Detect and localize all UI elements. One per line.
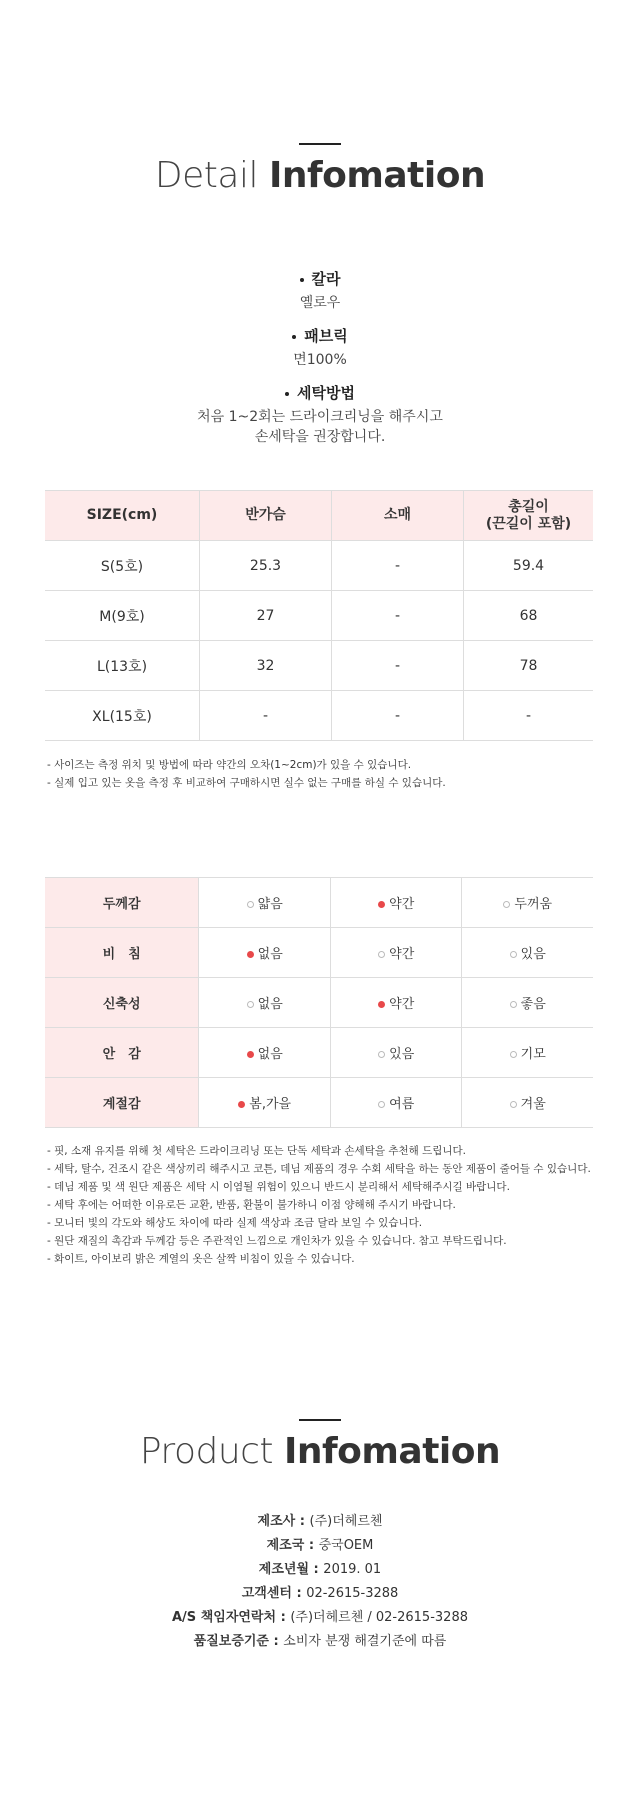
size-cell: XL(15호) <box>92 708 152 725</box>
product-title-bar <box>299 1419 341 1421</box>
selected-dot-icon <box>247 1051 254 1058</box>
size-cell: 59.4 <box>464 541 594 591</box>
table-row <box>45 691 593 741</box>
care-note: - 세탁, 탈수, 건조시 같은 색상끼리 해주시고 코튼, 데님 제품의 경우 수회 세탁을 하는 동안 제품이 줄어들 수 있습니다. <box>47 1163 591 1175</box>
feel-option <box>462 928 593 978</box>
product-title <box>0 1431 640 1472</box>
detail-title-light: Detail <box>154 155 258 196</box>
size-header-cell: 총길이 (끈길이 포함) <box>464 491 594 541</box>
size-notes <box>47 756 607 792</box>
feel-option <box>462 878 593 928</box>
feel-option-label: 없음 <box>257 997 283 1012</box>
product-info-row: 제조사 : (주)더헤르첸 <box>257 1514 383 1529</box>
size-cell: - <box>332 691 464 741</box>
bullet-icon <box>300 278 304 282</box>
feel-option-label: 겨울 <box>520 1097 546 1112</box>
size-header-cell: 소매 <box>332 491 464 541</box>
table-row <box>45 878 593 928</box>
info-wash-label: 세탁방법 <box>297 384 355 402</box>
info-fabric-value: 면100% <box>293 352 347 368</box>
care-note: - 세탁 후에는 어떠한 이유로든 교환, 반품, 환불이 불가하니 이점 양해해 주시기 바랍니다. <box>47 1199 456 1211</box>
feel-label: 신축성 <box>45 978 199 1028</box>
bullet-icon <box>292 335 296 339</box>
size-note: - 실제 입고 있는 옷을 측정 후 비교하여 구매하시면 실수 없는 구매를 하실 수 있습니다. <box>47 777 446 789</box>
size-header-cell: 반가슴 <box>200 491 332 541</box>
empty-circle-icon <box>510 1001 517 1008</box>
feel-option <box>462 978 593 1028</box>
size-cell: 78 <box>464 641 594 691</box>
feel-option <box>199 1028 331 1078</box>
product-info-row: 제조국 : 중국OEM <box>266 1538 374 1553</box>
feel-option <box>199 978 331 1028</box>
care-note: - 화이트, 아이보리 밝은 계열의 옷은 살짝 비침이 있을 수 있습니다. <box>47 1253 355 1265</box>
info-color <box>0 268 640 313</box>
empty-circle-icon <box>247 901 254 908</box>
detail-title <box>0 155 640 196</box>
empty-circle-icon <box>510 1051 517 1058</box>
care-note: - 원단 재질의 촉감과 두께감 등은 주관적인 느낌으로 개인차가 있을 수 있습니다. 참고 부탁드립니다. <box>47 1235 507 1247</box>
info-fabric <box>0 325 640 370</box>
product-info-row: A/S 책임자연락처 : (주)더헤르첸 / 02-2615-3288 <box>172 1610 468 1625</box>
selected-dot-icon <box>378 901 385 908</box>
feel-table <box>45 877 593 1128</box>
size-cell: 68 <box>464 591 594 641</box>
feel-option-label: 약간 <box>389 897 415 912</box>
feel-label: 두께감 <box>45 878 199 928</box>
size-cell: 27 <box>200 591 332 641</box>
feel-option-label: 없음 <box>257 947 283 962</box>
size-cell: M(9호) <box>99 608 145 625</box>
info-wash-value: 처음 1~2회는 드라이크리닝을 해주시고 손세탁을 권장합니다. <box>197 409 443 445</box>
size-cell: L(13호) <box>96 658 148 675</box>
info-color-value: 옐로우 <box>299 295 341 311</box>
size-cell: - <box>332 641 464 691</box>
feel-option <box>330 978 462 1028</box>
feel-option <box>330 1028 462 1078</box>
selected-dot-icon <box>238 1101 245 1108</box>
product-info-row: 고객센터 : 02-2615-3288 <box>241 1586 399 1601</box>
feel-option <box>199 1078 331 1128</box>
table-row <box>45 641 593 691</box>
detail-title-bold: Infomation <box>268 155 486 196</box>
empty-circle-icon <box>378 1051 385 1058</box>
bullet-icon <box>285 392 289 396</box>
table-row <box>45 541 593 591</box>
empty-circle-icon <box>378 951 385 958</box>
table-row <box>45 591 593 641</box>
info-color-label: 칼라 <box>311 270 341 288</box>
feel-label: 비 침 <box>45 928 199 978</box>
feel-option-label: 약간 <box>389 947 415 962</box>
care-note: - 핏, 소재 유지를 위해 첫 세탁은 드라이크리닝 또는 단독 세탁과 손세탁을 추천해 드립니다. <box>47 1145 467 1157</box>
table-row <box>45 928 593 978</box>
size-note: - 사이즈는 측정 위치 및 방법에 따라 약간의 오차(1~2cm)가 있을 수 있습니다. <box>47 759 412 771</box>
feel-option <box>330 878 462 928</box>
feel-option-label: 있음 <box>520 947 546 962</box>
size-cell: - <box>332 541 464 591</box>
size-table <box>45 490 593 741</box>
selected-dot-icon <box>247 951 254 958</box>
feel-option-label: 얇음 <box>257 897 283 912</box>
feel-option-label: 봄,가을 <box>249 1097 292 1112</box>
info-fabric-label: 패브릭 <box>304 327 348 345</box>
table-row <box>45 1028 593 1078</box>
care-notes <box>47 1142 607 1268</box>
product-title-light: Product <box>139 1431 274 1472</box>
detail-title-bar <box>299 143 341 145</box>
product-info-row: 품질보증기준 : 소비자 분쟁 해결기준에 따름 <box>193 1634 447 1649</box>
feel-option-label: 두꺼움 <box>514 897 553 912</box>
selected-dot-icon <box>378 1001 385 1008</box>
size-header-row <box>45 491 593 541</box>
feel-option-label: 있음 <box>389 1047 415 1062</box>
product-title-bold: Infomation <box>284 1431 501 1472</box>
empty-circle-icon <box>378 1101 385 1108</box>
info-wash <box>0 382 640 447</box>
care-note: - 모니터 빛의 각도와 해상도 차이에 따라 실제 색상과 조금 달라 보일 수 있습니다. <box>47 1217 423 1229</box>
feel-option <box>199 928 331 978</box>
feel-option <box>330 1078 462 1128</box>
size-cell: S(5호) <box>100 558 144 575</box>
size-header-cell: SIZE(cm) <box>45 491 200 541</box>
size-cell: - <box>332 591 464 641</box>
feel-option-label: 여름 <box>389 1097 415 1112</box>
feel-label: 계절감 <box>45 1078 199 1128</box>
product-info-row: 제조년월 : 2019. 01 <box>258 1562 382 1577</box>
size-cell: 32 <box>200 641 332 691</box>
size-cell: 25.3 <box>200 541 332 591</box>
empty-circle-icon <box>510 1101 517 1108</box>
product-info <box>0 1510 640 1654</box>
size-cell: - <box>464 691 594 741</box>
empty-circle-icon <box>247 1001 254 1008</box>
feel-option <box>462 1028 593 1078</box>
feel-option <box>199 878 331 928</box>
feel-option-label: 기모 <box>520 1047 546 1062</box>
empty-circle-icon <box>503 901 510 908</box>
feel-option-label: 좋음 <box>520 997 546 1012</box>
empty-circle-icon <box>510 951 517 958</box>
feel-label: 안 감 <box>45 1028 199 1078</box>
care-note: - 데님 제품 및 색 원단 제품은 세탁 시 이염될 위험이 있으니 반드시 분리해서 세탁해주시길 바랍니다. <box>47 1181 510 1193</box>
feel-option <box>330 928 462 978</box>
feel-option <box>462 1078 593 1128</box>
feel-option-label: 약간 <box>389 997 415 1012</box>
table-row <box>45 978 593 1028</box>
table-row <box>45 1078 593 1128</box>
feel-option-label: 없음 <box>257 1047 283 1062</box>
size-cell: - <box>200 691 332 741</box>
